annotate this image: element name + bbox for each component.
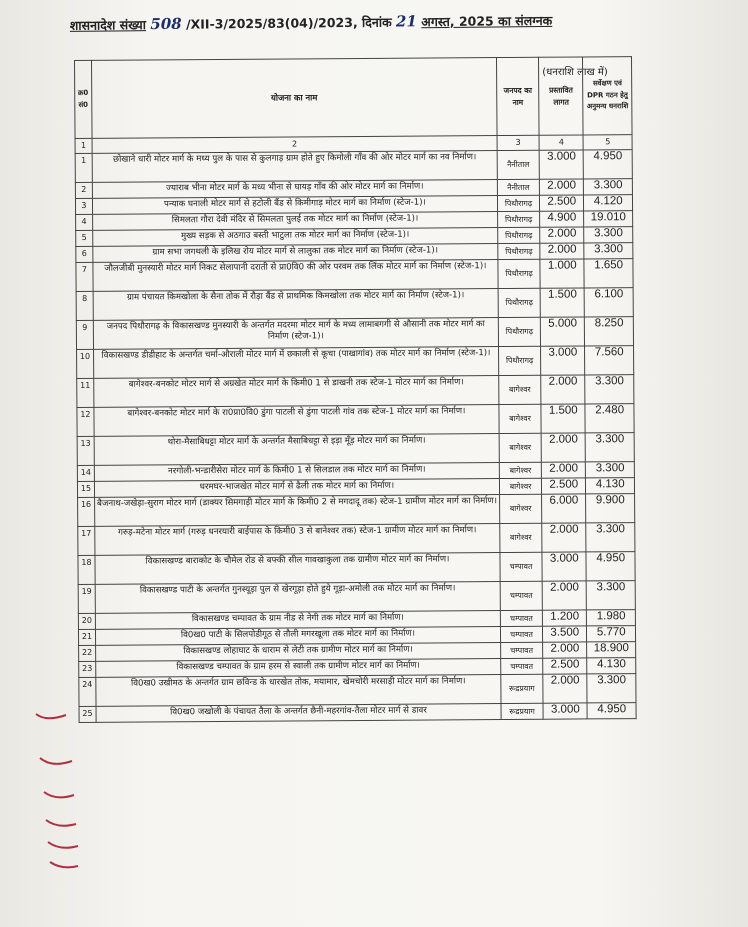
row-scheme-name: विकासखण्ड चम्पावत के ग्राम नीड से नेगी तक मोटर मार्ग का निर्माण। (95, 611, 500, 630)
row-sn: 6 (76, 246, 93, 262)
tick-mark (40, 758, 72, 764)
row-approved-amount: 3.300 (584, 227, 633, 243)
row-approved-amount: 4.120 (584, 195, 633, 211)
row-scheme-name: गरुड़-मटेना मोटर मार्ग (गरुड़ धनरयारी बाईपास के किमी0 3 से बानेश्वर तक) स्टेज-1 ग्रामीण मोटर मार्ग का निर्माण। (95, 524, 500, 556)
row-sn: 21 (78, 629, 95, 645)
row-estimated-cost: 2.000 (543, 674, 587, 703)
row-sn: 19 (78, 584, 95, 613)
row-estimated-cost: 1.500 (541, 404, 585, 433)
row-sn: 24 (79, 677, 96, 706)
table-row (78, 494, 635, 527)
row-sn: 18 (78, 555, 95, 584)
row-district: पिथौरागढ़ (498, 259, 540, 288)
row-district: चम्पावत (501, 642, 543, 658)
row-approved-amount: 4.950 (587, 703, 636, 719)
table-row (76, 288, 633, 321)
row-sn: 9 (76, 320, 93, 349)
row-scheme-name: बैजनाथ-जखेड़ा-सुराग मोटर मार्ग (डाक्यर सिमगाड़ी मोटर मार्ग के किमी0 2 से मगदादू तक) स्टेज-1 ग्रामीण मोटर मार्ग का निर्माण। (94, 495, 499, 527)
row-estimated-cost: 2.000 (543, 642, 587, 658)
row-approved-amount: 18.900 (587, 642, 636, 658)
table-row (76, 259, 633, 292)
row-scheme-name: विकासखण्ड चम्पावत के ग्राम हरम से स्वाली तक ग्रामीण मोटर मार्ग का निर्माण। (96, 659, 501, 678)
row-scheme-name: थोरा-मैसाबिधट्टा मोटर मार्ग के अन्तर्गत मैसाबिधट्टा से इड़ा मूँड़ मोटर मार्ग का निर्माण। (94, 434, 499, 466)
row-district: बागेश्वर (499, 404, 541, 433)
row-district: चम्पावत (501, 658, 543, 674)
header-row (75, 57, 633, 139)
row-approved-amount: 1.650 (584, 259, 633, 288)
table-row (79, 703, 636, 723)
row-sn: 3 (75, 198, 92, 214)
table-row (77, 404, 634, 437)
row-approved-amount: 7.560 (585, 346, 634, 375)
row-scheme-name: सिमलता गौरा देवी मंदिर से सिमलता पुलई तक मोटर मार्ग का निर्माण (स्टेज-1)। (92, 212, 497, 231)
row-district: पिथौरागढ़ (498, 288, 540, 317)
col-name-header: योजना का नाम (91, 58, 497, 139)
row-approved-amount: 5.770 (587, 626, 636, 642)
row-estimated-cost: 2.000 (542, 581, 586, 610)
row-approved-amount: 1.980 (587, 610, 636, 626)
row-sn: 1 (75, 153, 92, 182)
row-approved-amount: 2.480 (585, 404, 634, 433)
row-estimated-cost: 4.900 (540, 211, 584, 227)
row-approved-amount: 9.900 (586, 494, 635, 523)
row-scheme-name: विकासखण्ड लोहाघाट के धाराम से लेटी तक ग्रामीण मोटर मार्ग का निर्माण। (95, 643, 500, 662)
row-sn: 2 (75, 182, 92, 198)
row-approved-amount: 4.130 (587, 658, 636, 674)
table-row (76, 317, 633, 350)
row-sn: 15 (77, 481, 94, 497)
col-amount-header: सर्वेक्षण एवं DPR गठन हेतु अनुमन्य धनराशि (583, 57, 632, 135)
row-district: चम्पावत (500, 552, 542, 581)
document-header (70, 11, 630, 59)
row-district: चम्पावत (500, 581, 542, 610)
row-sn: 5 (76, 230, 93, 246)
row-scheme-name: छोखाने धारी मोटर मार्ग के मध्य पुल के पास से कुलगाड़ ग्राम होते हुए किमोली गाँव की ओर मोटर मार्ग का नव निर्माण। (92, 151, 497, 183)
table-row (77, 346, 634, 379)
row-estimated-cost: 3.500 (543, 626, 587, 642)
handwritten-date: 21 (395, 12, 417, 31)
row-district: बागेश्वर (499, 462, 541, 478)
row-approved-amount: 4.950 (586, 552, 635, 581)
row-sn: 12 (77, 407, 94, 436)
row-approved-amount: 3.300 (584, 179, 633, 195)
row-estimated-cost: 3.000 (542, 552, 586, 581)
row-district: चम्पावत (500, 610, 542, 626)
table-row (77, 433, 634, 466)
row-scheme-name: विकासखण्ड डीडीहाट के अन्तर्गत चर्मा-औराली मोटर मार्ग में छकाली से कूचा (पाखागांव) तक मोटर मार्ग का निर्माण (स्टेज-1)। (93, 347, 498, 379)
row-sn: 7 (76, 262, 93, 291)
row-sn: 8 (76, 291, 93, 320)
row-district: बागेश्वर (499, 494, 541, 523)
row-district: बागेश्वर (499, 478, 541, 494)
row-district: पिथौरागढ़ (498, 346, 540, 375)
ref-suffix: /XII-3/2025/83(04)/2023, दिनांक (185, 14, 392, 32)
row-district: नैनीताल (497, 150, 539, 179)
schedule-table (74, 56, 637, 723)
row-approved-amount: 3.300 (586, 433, 635, 462)
col-index: 2 (92, 136, 497, 154)
col-index: 1 (75, 138, 92, 153)
row-sn: 16 (78, 497, 95, 526)
row-scheme-name: बागेश्वर-बनकोट मोटर मार्ग के रा0प्रा0वि0 डुंगा पाटली से डुंगा पाटली गांव तक स्टेज-1 मोटर मार्ग का निर्माण। (94, 405, 499, 437)
row-scheme-name: वि0ख0 जखोली के पंचायत तैला के अन्तर्गत छैनी-महरगांव-तैला मोटर मार्ग से डावर (96, 704, 501, 723)
row-scheme-name: पन्याक घनाली मोटर मार्ग से हटोली बैंड से किमीगाड़ मोटर मार्ग का निर्माण (स्टेज-1)। (92, 196, 497, 215)
row-sn: 4 (76, 214, 93, 230)
row-estimated-cost: 1.500 (540, 288, 584, 317)
row-scheme-name: विकासखण्ड बाराकोट के चौमेल रोड से बफ्की सील गावखाकुला तक ग्रामीण मोटर मार्ग का निर्माण। (95, 553, 500, 585)
row-approved-amount: 3.300 (585, 375, 634, 404)
row-scheme-name: धरमघर-भाजखेत मोटर मार्ग से ढैली तक मोटर मार्ग का निर्माण। (94, 479, 499, 498)
row-estimated-cost: 2.000 (541, 433, 585, 462)
row-estimated-cost: 1.000 (540, 259, 584, 288)
row-scheme-name: वि0ख0 पाटी के सिलपोडीगूठ से तौली मगरखूला तक मोटर मार्ग का निर्माण। (95, 627, 500, 646)
row-approved-amount: 8.250 (585, 317, 634, 346)
row-scheme-name: जनपद पिथौरागढ़ के विकासखण्ड मुनस्यारी के अन्तर्गत मदरमा मोटर मार्ग के मध्य लामाबगगी से औसानी तक मोटर मार्ग का निर्माण (स्टेज-1)। (93, 318, 498, 350)
order-reference (70, 13, 552, 33)
row-estimated-cost: 1.200 (542, 610, 586, 626)
row-estimated-cost: 2.500 (540, 195, 584, 211)
row-estimated-cost: 2.000 (540, 227, 584, 243)
tick-mark (50, 862, 78, 867)
row-scheme-name: ज्याराब भीना मोटर मार्ग के मध्य भीना से घायड़ गाँव की ओर मोटर मार्ग का निर्माण। (92, 180, 497, 199)
col-index: 4 (539, 135, 583, 150)
row-sn: 17 (78, 526, 95, 555)
col-district-header: जनपद का नाम (496, 57, 539, 135)
row-approved-amount: 3.300 (587, 581, 636, 610)
row-district: बागेश्वर (499, 433, 541, 462)
row-sn: 25 (79, 706, 96, 722)
row-scheme-name: ग्राम सभा जगथली के इलिख रोय मोटर मार्ग से लालुका तक मोटर मार्ग का निर्माण (स्टेज-1)। (93, 244, 498, 263)
row-estimated-cost: 2.000 (539, 179, 583, 195)
ref-prefix: शासनादेश संख्या (69, 17, 147, 33)
ref-tail: अगस्त, 2025 का संलग्नक (421, 12, 553, 30)
row-district: चम्पावत (500, 626, 542, 642)
row-approved-amount: 4.950 (584, 150, 633, 179)
row-sn: 10 (77, 349, 94, 378)
row-sn: 14 (77, 465, 94, 481)
row-scheme-name: नरगोली-भन्डारीसेरा मोटर मार्ग के किमी0 1 से सिलडाल तक मोटर मार्ग का निर्माण। (94, 463, 499, 482)
tick-mark (46, 820, 76, 826)
unit-note: (धनराशि लाख में) (542, 67, 608, 78)
row-scheme-name: बागेश्वर-बनकोट मोटर मार्ग से अग्रखेत मोटर मार्ग के किमी0 1 से डाखनी तक स्टेज-1 मोटर मार्ग का निर्माण। (94, 376, 499, 408)
row-approved-amount: 3.300 (586, 462, 635, 478)
row-sn: 22 (79, 645, 96, 661)
tick-mark (44, 792, 74, 797)
row-estimated-cost: 3.000 (539, 150, 583, 179)
row-scheme-name: जौलजीबी मुनस्यारी मोटर मार्ग निकट सेलापानी दराती से प्रा0वि0 की ओर परवम तक लिंक मोटर मार्ग का निर्माण (स्टेज-1)। (93, 260, 498, 292)
row-approved-amount: 6.100 (585, 288, 634, 317)
row-estimated-cost: 2.500 (542, 478, 586, 494)
tick-mark (36, 714, 66, 718)
row-district: बागेश्वर (500, 523, 542, 552)
row-sn: 11 (77, 378, 94, 407)
row-estimated-cost: 3.000 (541, 346, 585, 375)
row-approved-amount: 19.010 (584, 211, 633, 227)
row-approved-amount: 3.300 (586, 523, 635, 552)
row-sn: 20 (78, 613, 95, 629)
row-district: पिथौरागढ़ (498, 227, 540, 243)
row-district: पिथौरागढ़ (498, 211, 540, 227)
row-district: बागेश्वर (499, 375, 541, 404)
row-estimated-cost: 2.000 (541, 375, 585, 404)
row-estimated-cost: 2.000 (542, 523, 586, 552)
row-scheme-name: विकासखण्ड पाटी के अन्तर्गत गुनस्यूड़ा पुल से खेरगूड़ा होते हुये गूड़ा-अमोली तक मोटर मार्ग का निर्माण। (95, 582, 500, 614)
table-row (77, 375, 634, 408)
table-row (75, 150, 632, 183)
row-district: पिथौरागढ़ (498, 243, 540, 259)
col-index: 5 (583, 135, 632, 150)
row-district: रूद्रप्रयाग (501, 674, 543, 703)
row-estimated-cost: 2.500 (543, 658, 587, 674)
row-approved-amount: 3.300 (587, 674, 636, 703)
row-scheme-name: वि0ख0 उखीमठ के अन्तर्गत ग्राम छविन्ड के धारखेत तोक, मयामार, खेमचोरी मरसाड़ी मोटर मार्ग का निर्माण। (96, 675, 501, 707)
row-sn: 13 (77, 436, 94, 465)
row-scheme-name: ग्राम पंचायत किमखोला के सैना तोक में रौड़ा बैंड से प्राथमिक किमखोला तक मोटर मार्ग का निर्माण (स्टेज-1)। (93, 289, 498, 321)
row-estimated-cost: 5.000 (540, 317, 584, 346)
table-row (78, 552, 635, 585)
row-approved-amount: 3.300 (584, 243, 633, 259)
tick-mark (48, 842, 78, 848)
col-cost-header: प्रस्तावित लागत (539, 57, 584, 135)
row-estimated-cost: 2.000 (540, 243, 584, 259)
table-row (78, 581, 635, 614)
table-row (79, 674, 636, 707)
row-district: नैनीताल (497, 179, 539, 195)
table-row (78, 523, 635, 556)
row-district: रूद्रप्रयाग (501, 703, 543, 719)
table-body (75, 150, 636, 723)
row-approved-amount: 4.130 (586, 478, 635, 494)
row-scheme-name: मुख्य सड़क से अठगाउ बस्ती भाटुला तक मोटर मार्ग का निर्माण (स्टेज-1)। (93, 228, 498, 247)
row-estimated-cost: 2.000 (541, 462, 585, 478)
row-district: पिथौरागढ़ (497, 195, 539, 211)
row-estimated-cost: 6.000 (542, 494, 586, 523)
row-sn: 23 (79, 661, 96, 677)
col-sn-header: क्र0 सं0 (75, 60, 92, 138)
col-index: 3 (497, 135, 539, 150)
row-estimated-cost: 3.000 (543, 703, 587, 719)
handwritten-order-number: 508 (150, 14, 182, 34)
row-district: पिथौरागढ़ (498, 317, 540, 346)
